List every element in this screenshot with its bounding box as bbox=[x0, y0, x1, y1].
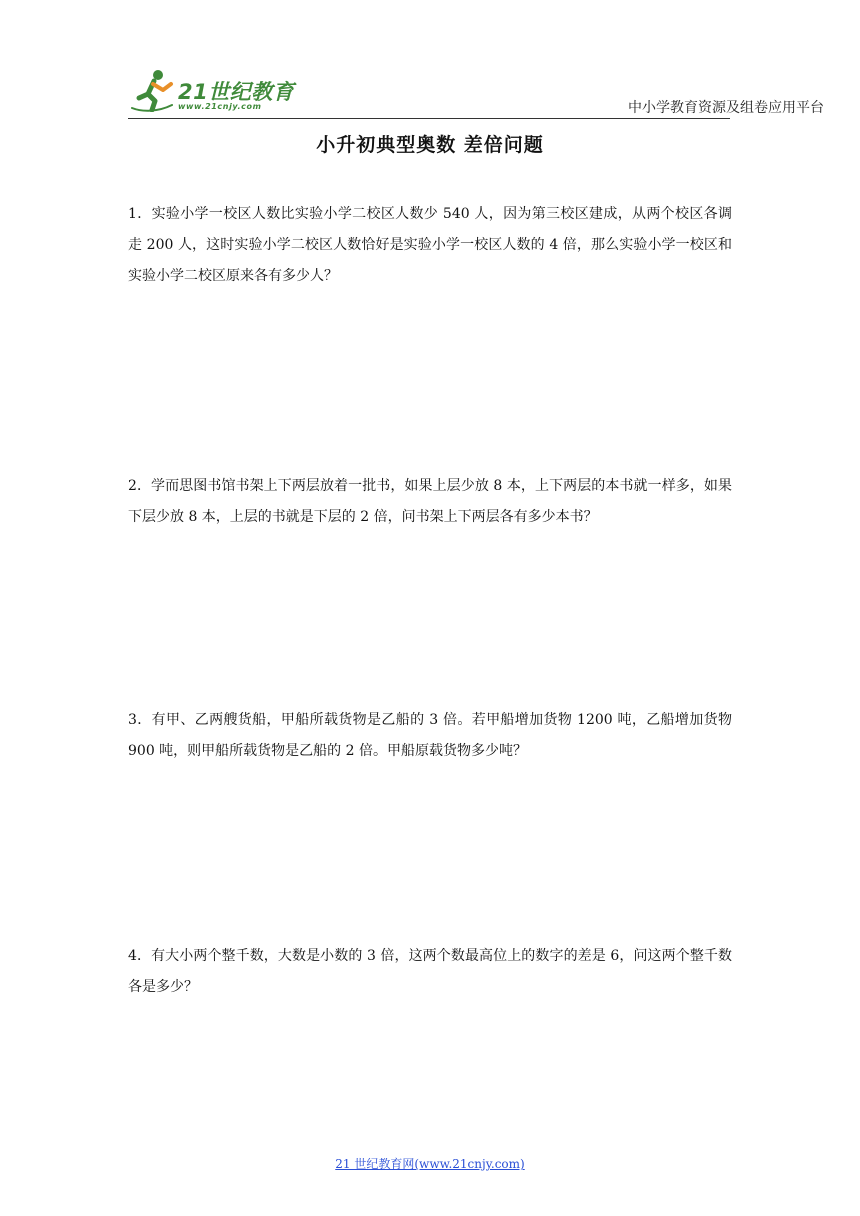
page-title: 小升初典型奥数 差倍问题 bbox=[316, 134, 544, 156]
logo-text: 21世纪教育 bbox=[178, 80, 295, 104]
platform-tagline: 中小学教育资源及组卷应用平台 bbox=[628, 100, 824, 116]
question-4: 4．有大小两个整千数，大数是小数的 3 倍，这两个数最高位上的数字的差是 6，问这两个整千数各是多少？ bbox=[128, 948, 732, 995]
logo-url: www.21cnjy.com bbox=[178, 102, 262, 111]
question-2: 2．学而思图书馆书架上下两层放着一批书，如果上层少放 8 本，上下两层的本书就一样多，如果下层少放 8 本，上层的书就是下层的 2 倍，问书架上下两层各有多少本书？ bbox=[128, 478, 732, 525]
site-logo[interactable] bbox=[128, 66, 308, 116]
footer-link[interactable]: 21 世纪教育网(www.21cnjy.com) bbox=[335, 1157, 525, 1171]
page-header bbox=[128, 66, 824, 119]
runner-logo-icon bbox=[128, 68, 176, 112]
question-1: 1．实验小学一校区人数比实验小学二校区人数少 540 人，因为第三校区建成，从两个校区各调走 200 人，这时实验小学二校区人数恰好是实验小学一校区人数的 4 倍，那么实验小学一校区和实验小学二校区原来各有多少人？ bbox=[128, 206, 732, 284]
question-3: 3．有甲、乙两艘货船，甲船所载货物是乙船的 3 倍。若甲船增加货物 1200 吨，乙船增加货物 900 吨，则甲船所载货物是乙船的 2 倍。甲船原载货物多少吨？ bbox=[128, 712, 732, 759]
